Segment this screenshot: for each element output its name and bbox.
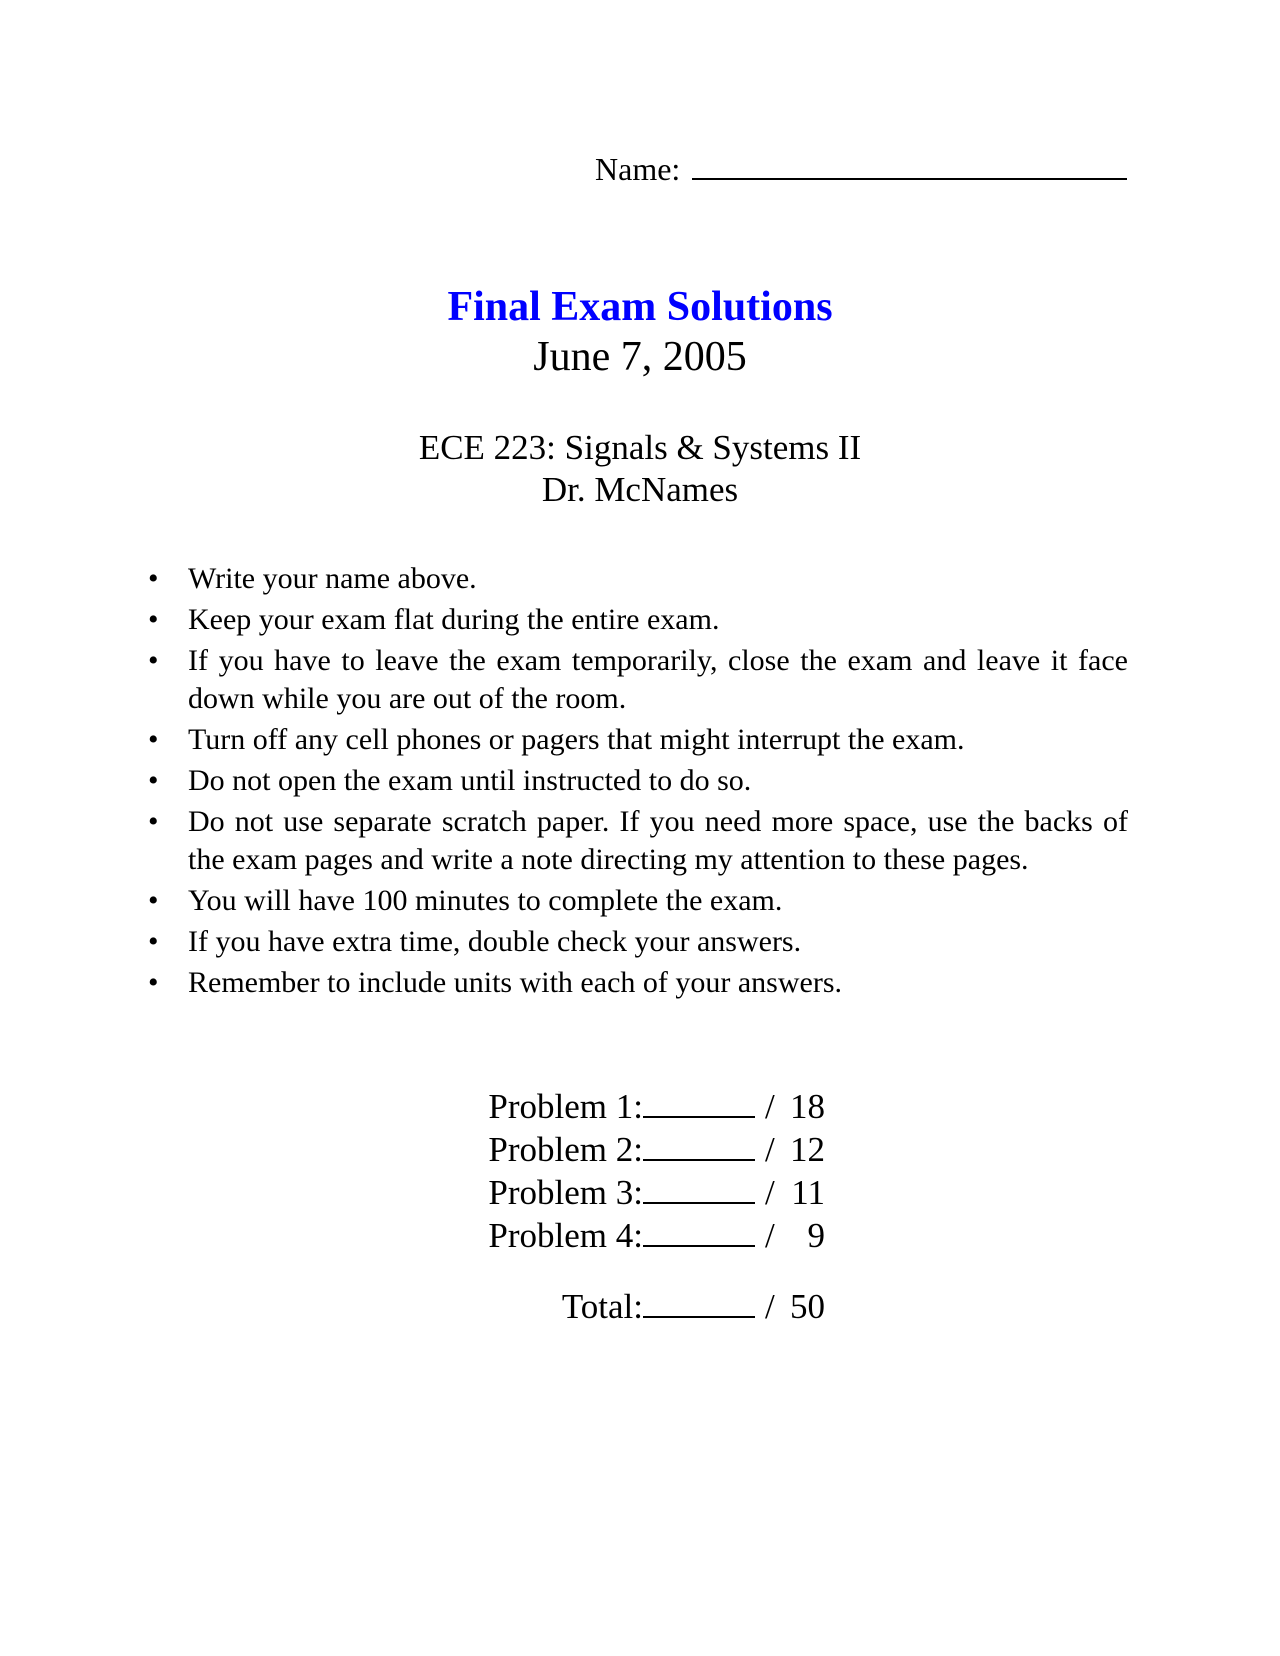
score-max: 12 — [790, 1130, 825, 1169]
bullet-icon: • — [148, 603, 159, 636]
bullet-icon: • — [148, 805, 159, 838]
course-name: ECE 223: Signals & Systems II — [418, 428, 862, 467]
instruction-item — [148, 642, 1128, 718]
score-slash: / — [765, 1087, 775, 1126]
bullet-icon: • — [148, 644, 159, 677]
score-row-problem-1 — [478, 1085, 838, 1128]
page-title: Final Exam Solutions — [447, 284, 833, 330]
instructions-list — [148, 560, 1128, 1005]
instruction-text: Do not open the exam until instructed to do so. — [188, 764, 752, 797]
instruction-text: Write your name above. — [188, 562, 477, 595]
score-max: 9 — [807, 1216, 825, 1255]
instruction-text: Keep your exam flat during the entire exam. — [188, 603, 720, 636]
instruction-item — [148, 923, 1128, 961]
instruction-text: If you have to leave the exam temporarily, close the exam and leave it face down while you are out of the room. — [188, 644, 1128, 715]
score-blank-line — [643, 1217, 755, 1247]
bullet-icon: • — [148, 966, 159, 999]
total-max: 50 — [790, 1287, 825, 1326]
bullet-icon: • — [148, 723, 159, 756]
score-row-problem-2 — [478, 1128, 838, 1171]
score-row-total — [478, 1285, 838, 1328]
instruction-text: Do not use separate scratch paper. If you need more space, use the backs of the exam pages and write a note directing my attention to these pages. — [188, 805, 1128, 876]
score-slash: / — [765, 1130, 775, 1169]
score-table — [478, 1085, 838, 1328]
total-label: Total: — [561, 1287, 643, 1326]
name-field-row — [595, 150, 1127, 188]
bullet-icon: • — [148, 562, 159, 595]
score-blank-line — [643, 1131, 755, 1161]
score-max: 18 — [790, 1087, 825, 1126]
score-blank-line — [643, 1088, 755, 1118]
instruction-text: If you have extra time, double check your answers. — [188, 925, 802, 958]
instruction-text: Turn off any cell phones or pagers that might interrupt the exam. — [188, 723, 965, 756]
score-blank-line — [643, 1288, 755, 1318]
bullet-icon: • — [148, 764, 159, 797]
instruction-item — [148, 560, 1128, 598]
name-label: Name: — [595, 151, 681, 187]
score-row-problem-3 — [478, 1171, 838, 1214]
score-slash: / — [765, 1216, 775, 1255]
score-blank-line — [643, 1174, 755, 1204]
score-label: Problem 4: — [488, 1216, 643, 1255]
instruction-item — [148, 762, 1128, 800]
instruction-item — [148, 882, 1128, 920]
exam-date: June 7, 2005 — [533, 334, 747, 380]
instruction-item — [148, 721, 1128, 759]
instruction-item — [148, 601, 1128, 639]
score-label: Problem 2: — [488, 1130, 643, 1169]
instruction-item — [148, 964, 1128, 1002]
score-label: Problem 3: — [488, 1173, 643, 1212]
score-max: 11 — [791, 1173, 825, 1212]
instruction-text: You will have 100 minutes to complete the exam. — [188, 884, 783, 917]
instructor-name: Dr. McNames — [541, 470, 739, 509]
instruction-text: Remember to include units with each of your answers. — [188, 966, 842, 999]
name-blank-line — [692, 150, 1127, 180]
score-label: Problem 1: — [488, 1087, 643, 1126]
instruction-item — [148, 803, 1128, 879]
score-slash: / — [765, 1173, 775, 1212]
bullet-icon: • — [148, 925, 159, 958]
score-slash: / — [765, 1287, 775, 1326]
score-row-problem-4 — [478, 1214, 838, 1257]
bullet-icon: • — [148, 884, 159, 917]
